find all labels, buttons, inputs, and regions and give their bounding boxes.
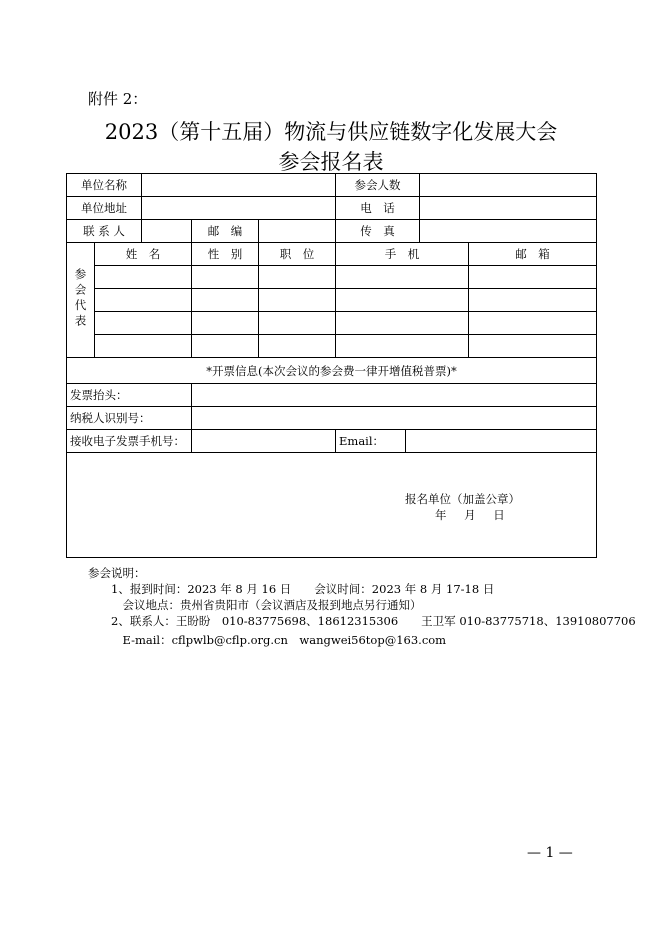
notes-heading: 参会说明： [88, 566, 146, 580]
email-cell[interactable] [469, 289, 597, 312]
invoice-info-heading: *开票信息(本次会议的参会费一律开增值税普票)* [67, 358, 597, 384]
unit-address-label: 单位地址 [67, 197, 142, 220]
position-cell[interactable] [259, 335, 336, 358]
table-row [67, 312, 597, 335]
header-name: 姓 名 [95, 243, 192, 266]
email-field[interactable] [406, 430, 597, 453]
tax-id-label: 纳税人识别号： [67, 407, 192, 430]
position-cell[interactable] [259, 289, 336, 312]
fax-label: 传 真 [336, 220, 420, 243]
representatives-label [67, 243, 95, 358]
note-line: 2、联系人：王盼盼 010-83775698、18612315306 王卫军 010-83775718、13910807706 [88, 614, 636, 628]
contact-label: 联 系 人 [67, 220, 142, 243]
gender-cell[interactable] [192, 266, 259, 289]
table-row [67, 335, 597, 358]
representatives-text: 参会代表 [73, 267, 88, 330]
page-number: — 1 — [527, 845, 573, 861]
position-cell[interactable] [259, 312, 336, 335]
email-cell[interactable] [469, 335, 597, 358]
unit-name-label: 单位名称 [67, 174, 142, 197]
gender-cell[interactable] [192, 289, 259, 312]
invoice-phone-field[interactable] [192, 430, 336, 453]
header-gender: 性 别 [192, 243, 259, 266]
unit-address-field[interactable] [142, 197, 336, 220]
header-email: 邮 箱 [469, 243, 597, 266]
gender-cell[interactable] [192, 335, 259, 358]
gender-cell[interactable] [192, 312, 259, 335]
mobile-cell[interactable] [336, 335, 469, 358]
email-cell[interactable] [469, 312, 597, 335]
date-label: 年 月 日 [435, 508, 505, 522]
tax-id-field[interactable] [192, 407, 597, 430]
email-cell[interactable] [469, 266, 597, 289]
attendee-count-field[interactable] [420, 174, 597, 197]
unit-name-field[interactable] [142, 174, 336, 197]
contact-field[interactable] [142, 220, 192, 243]
table-row [67, 289, 597, 312]
header-mobile: 手 机 [336, 243, 469, 266]
attachment-label: 附件 2： [88, 90, 148, 108]
email-label: Email： [336, 430, 406, 453]
attendee-count-label: 参会人数 [336, 174, 420, 197]
title: 2023（第十五届）物流与供应链数字化发展大会 [104, 120, 558, 144]
invoice-phone-label: 接收电子发票手机号： [67, 430, 192, 453]
table-row [67, 266, 597, 289]
phone-label: 电 话 [336, 197, 420, 220]
subtitle: 参会报名表 [278, 150, 384, 174]
name-cell[interactable] [95, 266, 192, 289]
notes [88, 565, 636, 648]
fax-field[interactable] [420, 220, 597, 243]
note-line: 1、报到时间：2023 年 8 月 16 日 会议时间：2023 年 8 月 17-18 日 [88, 582, 495, 596]
name-cell[interactable] [95, 335, 192, 358]
name-cell[interactable] [95, 312, 192, 335]
postcode-field[interactable] [259, 220, 336, 243]
mobile-cell[interactable] [336, 312, 469, 335]
postcode-label: 邮 编 [192, 220, 259, 243]
note-line: 会议地点：贵州省贵阳市（会议酒店及报到地点另行通知） [88, 598, 422, 612]
phone-field[interactable] [420, 197, 597, 220]
mobile-cell[interactable] [336, 289, 469, 312]
note-line: E-mail：cflpwlb@cflp.org.cn wangwei56top@163.com [88, 633, 447, 647]
registration-form [66, 173, 597, 558]
invoice-title-label: 发票抬头： [67, 384, 192, 407]
seal-label: 报名单位（加盖公章） [405, 492, 520, 506]
seal-area [67, 453, 597, 558]
mobile-cell[interactable] [336, 266, 469, 289]
name-cell[interactable] [95, 289, 192, 312]
position-cell[interactable] [259, 266, 336, 289]
invoice-title-field[interactable] [192, 384, 597, 407]
header-position: 职 位 [259, 243, 336, 266]
